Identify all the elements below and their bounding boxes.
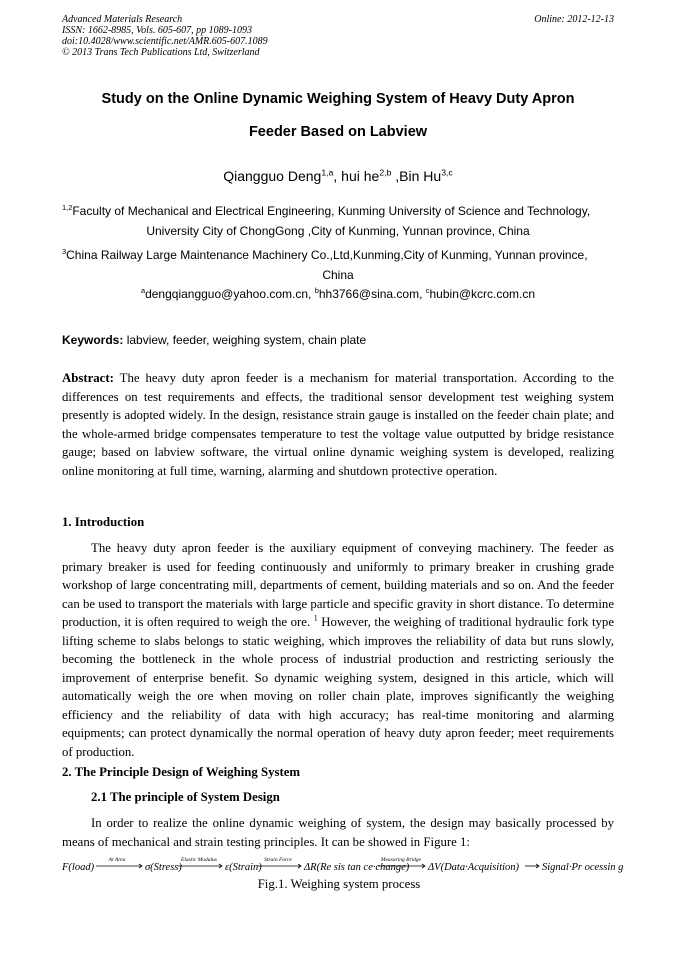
email-sup: a — [140, 286, 146, 295]
affiliation-line: University City of ChongGong ,City of Kunming, Yunnan province, China — [146, 224, 530, 238]
principle-paragraph: In order to realize the online dynamic weighing of system, the design may basically processed by means of mechanical and strain testing principles. It can be showed in Figure 1: — [62, 816, 614, 849]
author-sup: 2,b — [379, 167, 392, 178]
author-name: Qiangguo Deng — [223, 168, 322, 184]
affiliation-line: Faculty of Mechanical and Electrical Engineering, Kunming University of Science and Technology, — [72, 204, 591, 218]
affiliation-line: China Railway Large Maintenance Machinery Co.,Ltd,Kunming,City of Kunming, Yunnan province, — [66, 248, 588, 262]
abstract-text: The heavy duty apron feeder is a mechanism for material transportation. According to the differences on test requirements and effects, the traditional sensor development test weighing system presently is adopted widely. In the design, resistance strain gauge is installed on the feeder chain plate; and the whole-armed bridge compensates temperature to test the voltage value outputted by bridge resistance gauge; based on labview software, the virtual online dynamic weighing system is developed, realizing online monitoring at full time, warning, alarming and shutdown protective operation. — [62, 371, 614, 478]
arrow-label: At Area — [108, 857, 126, 863]
figure-caption: Fig.1. Weighing system process — [257, 877, 421, 891]
affiliation-2 — [62, 245, 614, 285]
keywords-line — [62, 333, 614, 347]
affiliation-line: China — [322, 268, 354, 282]
author-list — [62, 168, 614, 184]
equation-term: ε(Strain) — [225, 862, 262, 873]
affiliation-1 — [62, 201, 614, 241]
journal-header — [62, 14, 268, 58]
arrow-label: Measuring Bridge — [380, 857, 422, 863]
affiliation-sup: 1,2 — [62, 203, 73, 212]
keywords-label: Keywords: — [62, 333, 124, 347]
citation-ref: 1 — [313, 613, 318, 623]
issn-line: ISSN: 1662-8985, Vols. 605-607, pp 1089-1093 — [62, 25, 252, 36]
equation-term: ΔR(Re sis tan ce·change) — [304, 862, 410, 873]
email-link[interactable]: hubin@kcrc.com.cn — [429, 287, 536, 301]
affiliation-sup: 3 — [62, 247, 67, 256]
author-sep: , — [333, 168, 342, 184]
author-sep: , — [391, 168, 400, 184]
email-link[interactable]: hh3766@sina.com — [318, 287, 420, 301]
arrow-label: Elastic Modulus — [181, 857, 217, 863]
intro-text: However, the weighing of traditional hydraulic fork type lifting scheme to slabs belongs to static weighing, which improves the reliability of data but runs slowly, becoming the bottleneck in the whole process of industrial production and restricting seriously the improvement of enterprise benefit. So dynamic weighing system, designed in this article, which will automatically weigh the ore when moving on roller chain plate, improves significantly the weighing efficiency and the reliability of data with high accuracy; has real-time monitoring and alarming equipments; can protect dynamically the normal operation of heavy duty apron feeder; meet requirements of production. — [62, 615, 614, 759]
copyright-line: © 2013 Trans Tech Publications Ltd, Switzerland — [62, 47, 260, 58]
paper-title-line-1: Study on the Online Dynamic Weighing System of Heavy Duty Apron — [101, 91, 575, 107]
journal-name: Advanced Materials Research — [62, 14, 183, 25]
section-heading-introduction: 1. Introduction — [62, 515, 145, 529]
author-name: hui he — [341, 168, 380, 184]
author-sup: 1,a — [321, 167, 334, 178]
section-heading-principle: 2. The Principle Design of Weighing System — [62, 765, 301, 779]
equation-term: ΔV(Data·Acquisition) — [428, 862, 520, 873]
email-link[interactable]: dengqiangguo@yahoo.com.cn — [145, 287, 309, 301]
email-sep: , — [419, 287, 426, 301]
equation-term: Signal·Pr ocessin g — [542, 862, 624, 873]
equation-term: σ(Stress) — [145, 862, 182, 873]
email-sep: , — [308, 287, 315, 301]
email-sup: c — [425, 286, 430, 295]
abstract-paragraph — [62, 369, 614, 480]
author-emails — [62, 287, 614, 301]
equation-term: F(load) — [62, 862, 95, 873]
doi-line: doi:10.4028/www.scientific.net/AMR.605-607.1089 — [62, 36, 268, 47]
keywords-text: labview, feeder, weighing system, chain plate — [123, 333, 367, 347]
abstract-label: Abstract: — [62, 371, 114, 385]
paper-title-line-2: Feeder Based on Labview — [248, 124, 428, 140]
introduction-paragraph — [62, 539, 614, 761]
arrow-label: Strain Force — [264, 857, 292, 863]
subsection-heading: 2.1 The principle of System Design — [91, 790, 280, 804]
online-date: Online: 2012-12-13 — [534, 14, 614, 25]
author-name: Bin Hu — [399, 168, 442, 184]
intro-text: The heavy duty apron feeder is the auxiliary equipment of conveying machinery. The feeder as primary breaker is used for feeding continuously and uniformly to primary breaker in crushing grade workshop of large concentrating mill, departments of cement, building materials and so on. And the feeder can be used to transport the materials with large particle and specific gravity in short distance. To determine production, it is often required to weigh the ore. — [62, 541, 614, 629]
email-sup: b — [314, 286, 319, 295]
author-sup: 3,c — [441, 167, 453, 178]
process-equation — [62, 852, 624, 878]
